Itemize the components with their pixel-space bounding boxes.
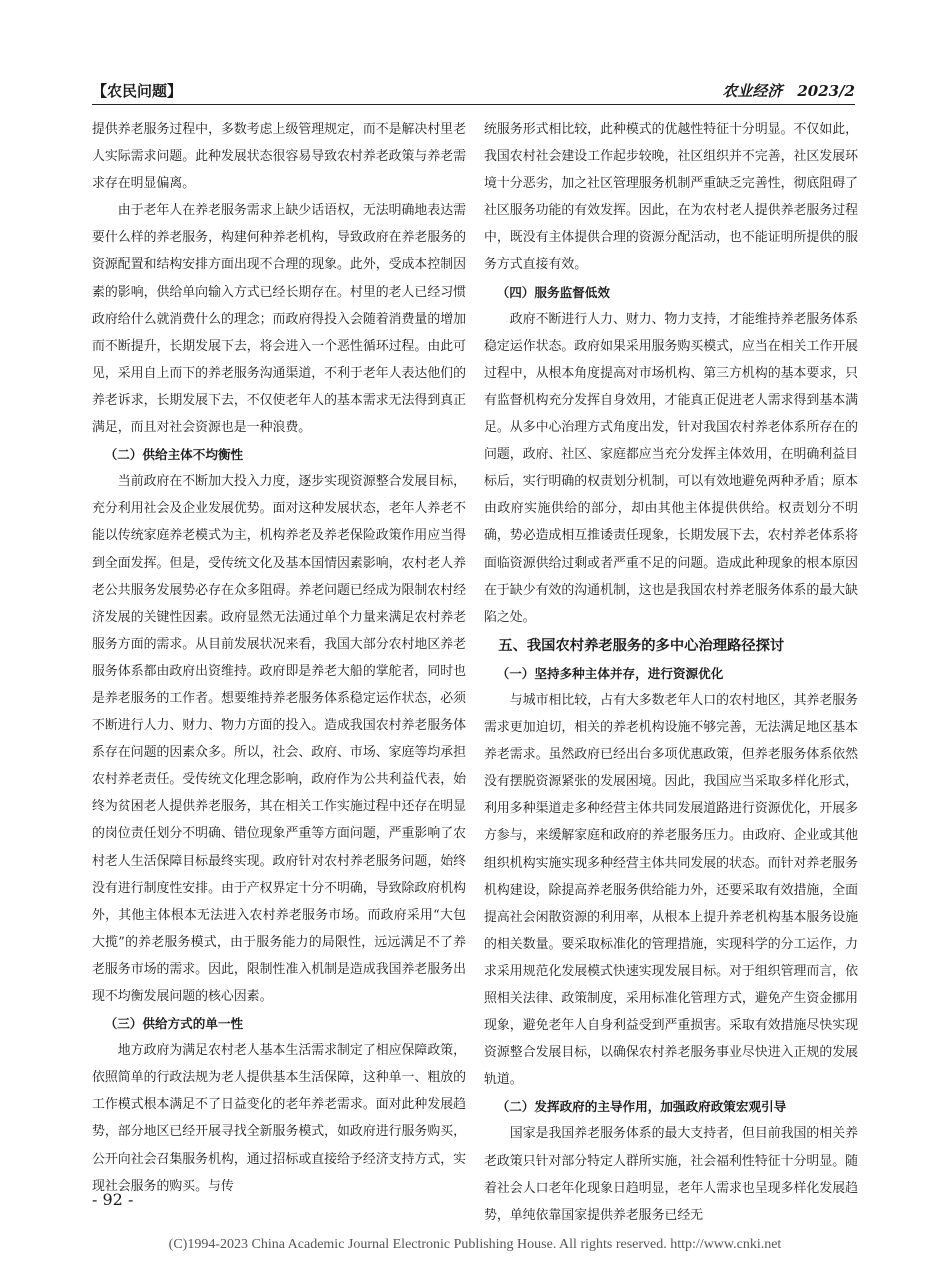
paragraph: 由于老年人在养老服务需求上缺少话语权，无法明确地表达需要什么样的养老服务，构建何种养老机构，导致政府在养老服务的资源配置和结构安排方面出现不合理的现象。此外，受成本控制因素的影响，供给单向输入方式已经长期存在。村里的老人已经习惯政府给什么就消费什么的理念；而政府得投入会随着消费量的增加而不断提升，长期发展下去，将会进入一个恶性循环过程。由此可见，采用自上而下的养老服务沟通渠道，不利于老年人表达他们的养老诉求，长期发展下去，不仅使老年人的基本需求无法得到真正满足，而且对社会资源也是一种浪费。 xyxy=(92,203,466,436)
subheading: （三）供给方式的单一性 xyxy=(104,1016,244,1032)
paragraph: 当前政府在不断加大投入力度，逐步实现资源整合发展目标，充分利用社会及企业发展优势。面对这种发展状态，老年人养老不能以传统家庭养老模式为主，机构养老及养老保险政策作用应当得到全面发挥。但是，受传统文化及基本国情因素影响，农村老人养老公共服务发展势必存在众多阻碍。养老问题已经成为限制农村经济发展的关键性因素。政府显然无法通过单个力量来满足农村养老服务方面的需求。从目前发展状况来看，我国大部分农村地区养老服务体系都由政府出资维持。政府即是养老大船的掌舵者，同时也是养老服务的工作者。想要维持养老服务体系稳定运作状态，必须不断进行人力、财力、物力方面的投入。造成我国农村养老服务体系存在问题的因素众多。所以，社会、政府、市场、家庭等均承担农村养老责任。受传统文化理念影响，政府作为公共利益代表，始终为贫困老人提供养老服务，其在相关工作实施过程中还存在明显的岗位责任划分不明确、错位现象严重等方面问题，严重影响了农村老人生活保障目标最终实现。政府针对农村养老服务问题，始终没有进行制度性安排。由于产权界定十分不明确，导致除政府机构外，其他主体根本无法进入农村养老服务市场。而政府采用“大包大揽”的养老服务模式，由于服务能力的局限性，远远满足不了养老服务市场的需求。因此，限制性准入机制是造成我国养老服务出现不均衡发展问题的核心因素。 xyxy=(92,474,466,1004)
section-label: 【农民问题】 xyxy=(92,82,183,100)
subheading: （四）服务监督低效 xyxy=(496,284,610,300)
page-number: - 92 - xyxy=(92,1190,134,1209)
journal-issue: 农业经济 2023/2 xyxy=(722,82,855,100)
paragraph: 政府不断进行人力、财力、物力支持，才能维持养老服务体系稳定运作状态。政府如果采用服务购买模式，应当在相关工作开展过程中，从根本角度提高对市场机构、第三方机构的基本要求，只有监督机构充分发挥自身效用，才能真正促进老人需求得到基本满足。从多中心治理方式角度出发，针对我国农村养老体系所存在的问题，政府、社区、家庭都应当充分发挥主体效用，在明确利益目标后，实行明确的权责划分机制，可以有效地避免两种矛盾；原本由政府实施供给的部分，却由其他主体提供供给。权责划分不明确，势必造成相互推诿责任现象，长期发展下去，农村养老体系将面临资源供给过剩或者严重不足的问题。造成此种现象的根本原因在于缺少有效的沟通机制，这也是我国农村养老服务体系的最大缺陷之处。 xyxy=(484,311,858,625)
subheading: （一）坚持多种主体并存，进行资源优化 xyxy=(496,665,724,681)
paragraph: 与城市相比较，占有大多数老年人口的农村地区，其养老服务需求更加迫切，相关的养老机构设施不够完善，无法满足地区基本养老需求。虽然政府已经出台多项优惠政策，但养老服务体系依然没有摆脱资源紧张的发展困境。因此，我国应当采取多样化形式，利用多种渠道走多种经营主体共同发展道路进行资源优化，开展多方参与，来缓解家庭和政府的养老服务压力。由政府、企业或其他组织机构实施实现多种经营主体共同发展的状态。而针对养老服务机构建设，除提高养老服务供给能力外，还要采取有效措施，全面提高社会闲散资源的利用率，从根本上提升养老机构基本服务设施的相关数量。要采取标准化的管理措施，实现科学的分工运作，力求采用规范化发展模式快速实现发展目标。对于组织管理而言，依照相关法律、政策制度，采用标准化管理方式，避免产生资金挪用现象，避免老年人自身利益受到严重损害。采取有效措施尽快实现资源整合发展目标，以确保农村养老服务事业尽快进入正规的发展轨道。 xyxy=(484,692,858,1088)
paragraph: 地方政府为满足农村老人基本生活需求制定了相应保障政策，依照简单的行政法规为老人提供基本生活保障，这种单一、粗放的工作模式根本满足不了日益变化的老年养老需求。面对此种发展趋势，部分地区已经开展寻找全新服务模式，如政府进行服务购买，公开向社会召集服务机构，通过招标或直接给予经济支持方式，实现社会服务的购买。与传 xyxy=(92,1043,466,1194)
right-column xyxy=(484,116,858,1229)
section-heading: 五、我国农村养老服务的多中心治理路径探讨 xyxy=(498,637,785,654)
copyright-footer: (C)1994-2023 China Academic Journal Electronic Publishing House. All rights reserved. http://www.cnki.net xyxy=(168,1237,782,1252)
paragraph: 国家是我国养老服务体系的最大支持者，但目前我国的相关养老政策只针对部分特定人群所实施，社会福利性特征十分明显。随着社会人口老年化现象日趋明显，老年人需求也呈现多样化发展趋势，单纯依靠国家提供养老服务已经无 xyxy=(484,1126,858,1223)
paragraph: 提供养老服务过程中，多数考虑上级管理规定，而不是解决村里老人实际需求问题。此种发展状态很容易导致农村养老政策与养老需求存在明显偏离。 xyxy=(92,122,466,192)
subheading: （二）发挥政府的主导作用，加强政府政策宏观引导 xyxy=(496,1099,787,1115)
paragraph: 统服务形式相比较，此种模式的优越性特征十分明显。不仅如此，我国农村社会建设工作起步较晚，社区组织并不完善，社区发展环境十分恶劣，加之社区管理服务机制严重缺乏完善性，彻底阻碍了社区服务功能的有效发挥。因此，在为农村老人提供养老服务过程中，既没有主体提供合理的资源分配活动，也不能证明所提供的服务方式直接有效。 xyxy=(484,122,858,273)
header-divider xyxy=(92,104,855,105)
left-column xyxy=(92,116,466,1200)
subheading: （二）供给主体不均衡性 xyxy=(104,447,244,463)
